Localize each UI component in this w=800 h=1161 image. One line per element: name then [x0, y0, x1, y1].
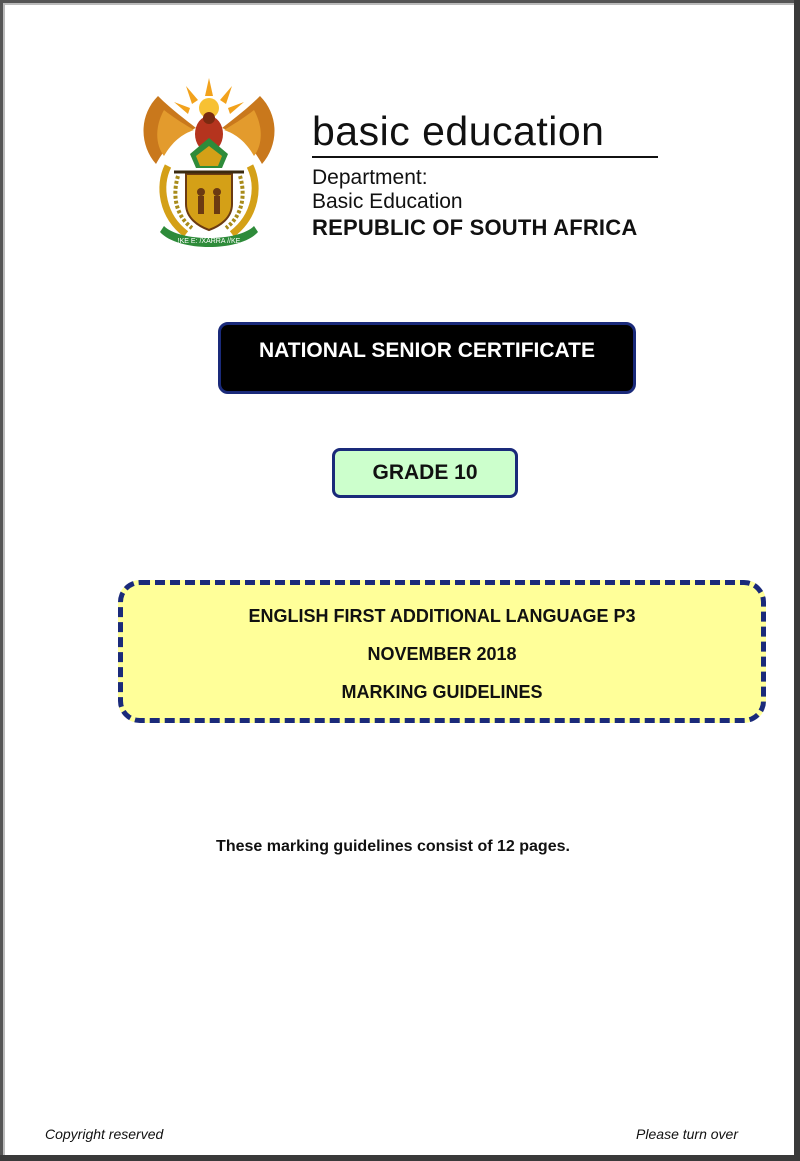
- country-name: REPUBLIC OF SOUTH AFRICA: [312, 215, 638, 240]
- page-shadow-bottom: [0, 1155, 800, 1161]
- certificate-banner: [218, 322, 636, 394]
- department-label: Department:: [312, 166, 428, 189]
- footer-copyright: Copyright reserved: [45, 1126, 164, 1142]
- brand-divider: [312, 156, 658, 158]
- document-type: MARKING GUIDELINES: [341, 682, 543, 702]
- certificate-title: NATIONAL SENIOR CERTIFICATE: [259, 339, 595, 362]
- subject-banner: [118, 580, 766, 723]
- subject-title: ENGLISH FIRST ADDITIONAL LANGUAGE P3: [248, 606, 636, 626]
- grade-title: GRADE 10: [372, 461, 478, 484]
- department-name: Basic Education: [312, 190, 463, 213]
- motto-text: !KE E: /XARRA //KE: [177, 238, 241, 245]
- grade-banner: [332, 448, 518, 498]
- exam-date: NOVEMBER 2018: [367, 644, 517, 664]
- brand-block: [312, 108, 662, 241]
- page-count-note: These marking guidelines consist of 12 pages.: [216, 838, 570, 855]
- footer-turn-over: Please turn over: [636, 1126, 738, 1142]
- coat-of-arms-icon: [138, 76, 280, 256]
- brand-title: basic education: [312, 108, 605, 154]
- page-shadow-right: [794, 0, 800, 1161]
